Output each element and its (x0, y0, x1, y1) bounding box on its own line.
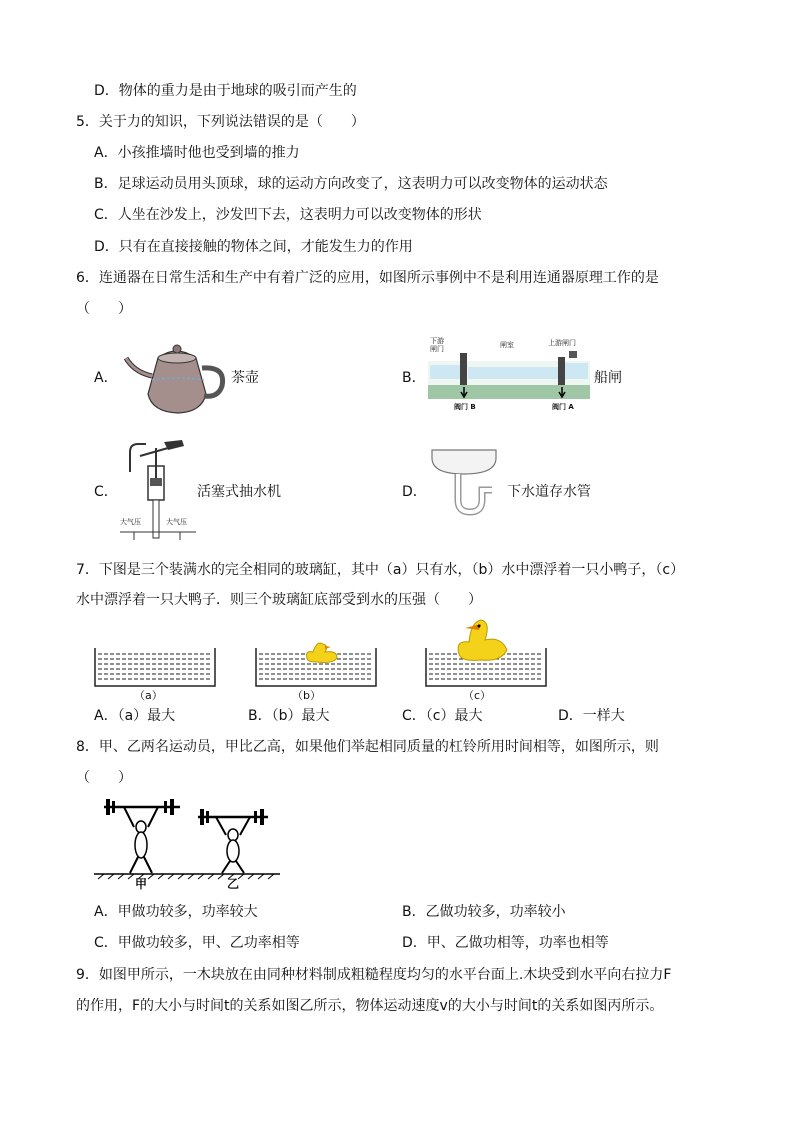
q6-option-d-letter: D． (402, 484, 427, 500)
q8-paren: （ ） (76, 770, 132, 786)
lock-label-valve-a: 阀门 A (552, 403, 574, 411)
q9-line2: 的作用，F的大小与时间t的关系如图乙所示，物体运动速度v的大小与时间t的关系如图丙所示。 (76, 998, 664, 1014)
lock-label-valve-b: 阀门 B (454, 403, 476, 411)
q8-option-c: C．甲做功较多，甲、乙功率相等 (94, 935, 300, 951)
q6-paren: （ ） (76, 301, 132, 317)
q7-stem-line2: 水中漂浮着一只大鸭子．则三个玻璃缸底部受到水的压强（ ） (76, 592, 482, 608)
q8-option-b: B．乙做功较多，功率较小 (402, 904, 566, 920)
q8-option-a: A．甲做功较多，功率较大 (94, 904, 258, 920)
q8-stem: 8．甲、乙两名运动员，甲比乙高，如果他们举起相同质量的杠铃所用时间相等，如图所示，则 (76, 739, 659, 755)
q6-stem: 6．连通器在日常生活和生产中有着广泛的应用，如图所示事例中不是利用连通器原理工作的是 (76, 270, 659, 286)
q7-option-a: A．（a）最大 (94, 708, 176, 724)
q9-line1: 9．如图甲所示，一木块放在由同种材料制成粗糙程度均匀的水平台面上.木块受到水平向右拉力F (76, 967, 672, 983)
tank-b-figure (255, 636, 377, 688)
q6-option-a-letter: A． (94, 370, 118, 386)
lock-label-downstream: 下游 (430, 337, 444, 345)
tank-a-figure (94, 646, 216, 688)
lock-label-upstream: 上游闸门 (548, 339, 576, 347)
q7-option-b: B．（b）最大 (248, 708, 330, 724)
q6-option-b-letter: B． (402, 370, 426, 386)
q6-option-b-caption: 船闸 (594, 370, 622, 386)
q8-option-d: D．甲、乙做功相等，功率也相等 (402, 935, 609, 951)
q4-option-d: D．物体的重力是由于地球的吸引而产生的 (94, 83, 357, 99)
teapot-figure (122, 336, 230, 418)
tank-c-label: （c） (463, 689, 492, 702)
lifter-yi-label: 乙 (227, 877, 240, 891)
lifter-jia-label: 甲 (135, 877, 148, 891)
q5-option-a: A．小孩推墙时他也受到墙的推力 (94, 145, 300, 161)
q5-option-b: B．足球运动员用头顶球，球的运动方向改变了，这表明力可以改变物体的运动状态 (94, 176, 608, 192)
lock-label-gate: 闸门 (430, 345, 444, 353)
piston-pump-figure (120, 438, 196, 542)
pump-label-atm-left: 大气压 (120, 518, 141, 526)
ship-lock-figure (428, 337, 590, 417)
q7-stem-line1: 7．下图是三个装满水的完全相同的玻璃缸，其中（a）只有水，（b）水中漂浮着一只小鸭子，（c） (76, 562, 685, 578)
tank-b-label: （b） (292, 689, 321, 702)
q6-option-d-caption: 下水道存水管 (507, 484, 591, 500)
q6-option-c-caption: 活塞式抽水机 (197, 484, 281, 500)
q5-stem: 5．关于力的知识，下列说法错误的是（ ） (76, 114, 365, 130)
pump-label-atm-right: 大气压 (166, 518, 187, 526)
weightlifters-figure (94, 795, 280, 893)
sink-trap-figure (428, 444, 500, 526)
tank-c-figure (425, 616, 547, 688)
q7-option-d: D．一样大 (558, 708, 625, 724)
tank-a-label: （a） (134, 689, 163, 702)
lock-label-chamber: 闸室 (500, 341, 514, 349)
q5-option-d: D．只有在直接接触的物体之间，才能发生力的作用 (94, 239, 413, 255)
q5-option-c: C．人坐在沙发上，沙发凹下去，这表明力可以改变物体的形状 (94, 207, 482, 223)
q7-option-c: C．（c）最大 (402, 708, 483, 724)
q6-option-c-letter: C． (94, 484, 118, 500)
q6-option-a-caption: 茶壶 (231, 370, 259, 386)
